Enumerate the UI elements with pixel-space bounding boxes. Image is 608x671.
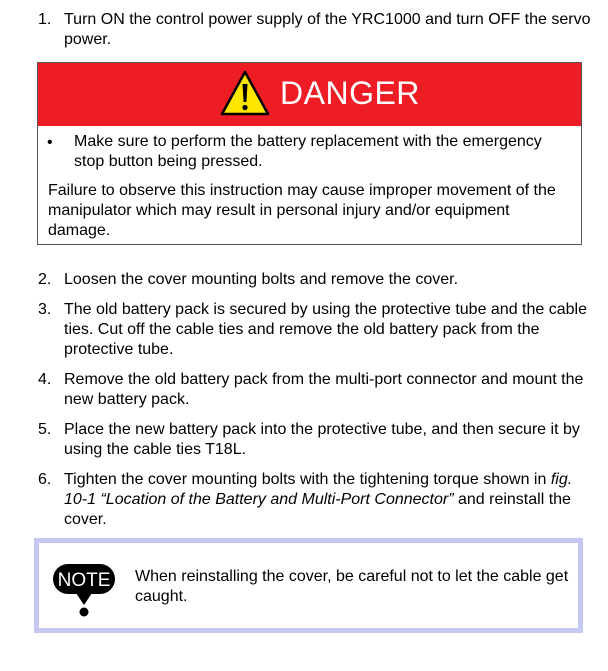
step-number: 2. xyxy=(38,271,52,288)
step-number: 5. xyxy=(38,421,52,438)
warning-triangle-icon xyxy=(219,69,271,117)
step-text: Turn ON the control power supply of the YRC1000 and turn OFF the servo power. xyxy=(64,11,591,48)
step-number: 6. xyxy=(38,471,52,488)
step-text-before: Tighten the cover mounting bolts with the tightening torque shown in xyxy=(64,471,551,488)
step-text: Remove the old battery pack from the multi-port connector and mount the new battery pack. xyxy=(64,371,584,408)
danger-bullet-text: Make sure to perform the battery replacement with the emergency stop button being pressed. xyxy=(74,133,542,170)
step-number: 3. xyxy=(38,301,52,318)
step-number: 4. xyxy=(38,371,52,388)
note-icon xyxy=(50,561,118,619)
danger-header xyxy=(38,63,581,126)
danger-title: DANGER xyxy=(280,75,420,111)
danger-box xyxy=(37,62,582,245)
step-text xyxy=(64,470,594,530)
note-label: NOTE xyxy=(57,570,111,591)
step-text: The old battery pack is secured by using the protective tube and the cable ties. Cut off the cable ties and remove the old battery pack from the protective tube. xyxy=(64,301,587,358)
step-text-after: and reinstall the cover. xyxy=(64,491,571,528)
danger-paragraph: Failure to observe this instruction may cause improper movement of the manipulator which may result in personal injury and/or equipment damage. xyxy=(48,182,556,239)
note-text: When reinstalling the cover, be careful not to let the cable get caught. xyxy=(135,568,569,605)
step-number: 1. xyxy=(38,11,52,28)
step-text: Loosen the cover mounting bolts and remove the cover. xyxy=(64,271,459,288)
bullet-mark: • xyxy=(47,134,53,151)
figure-reference[interactable]: fig. 10-1 “Location of the Battery and Multi-Port Connector” xyxy=(64,471,573,508)
note-box xyxy=(34,538,583,633)
step-text: Place the new battery pack into the protective tube, and then secure it by using the cable ties T18L. xyxy=(64,421,580,458)
